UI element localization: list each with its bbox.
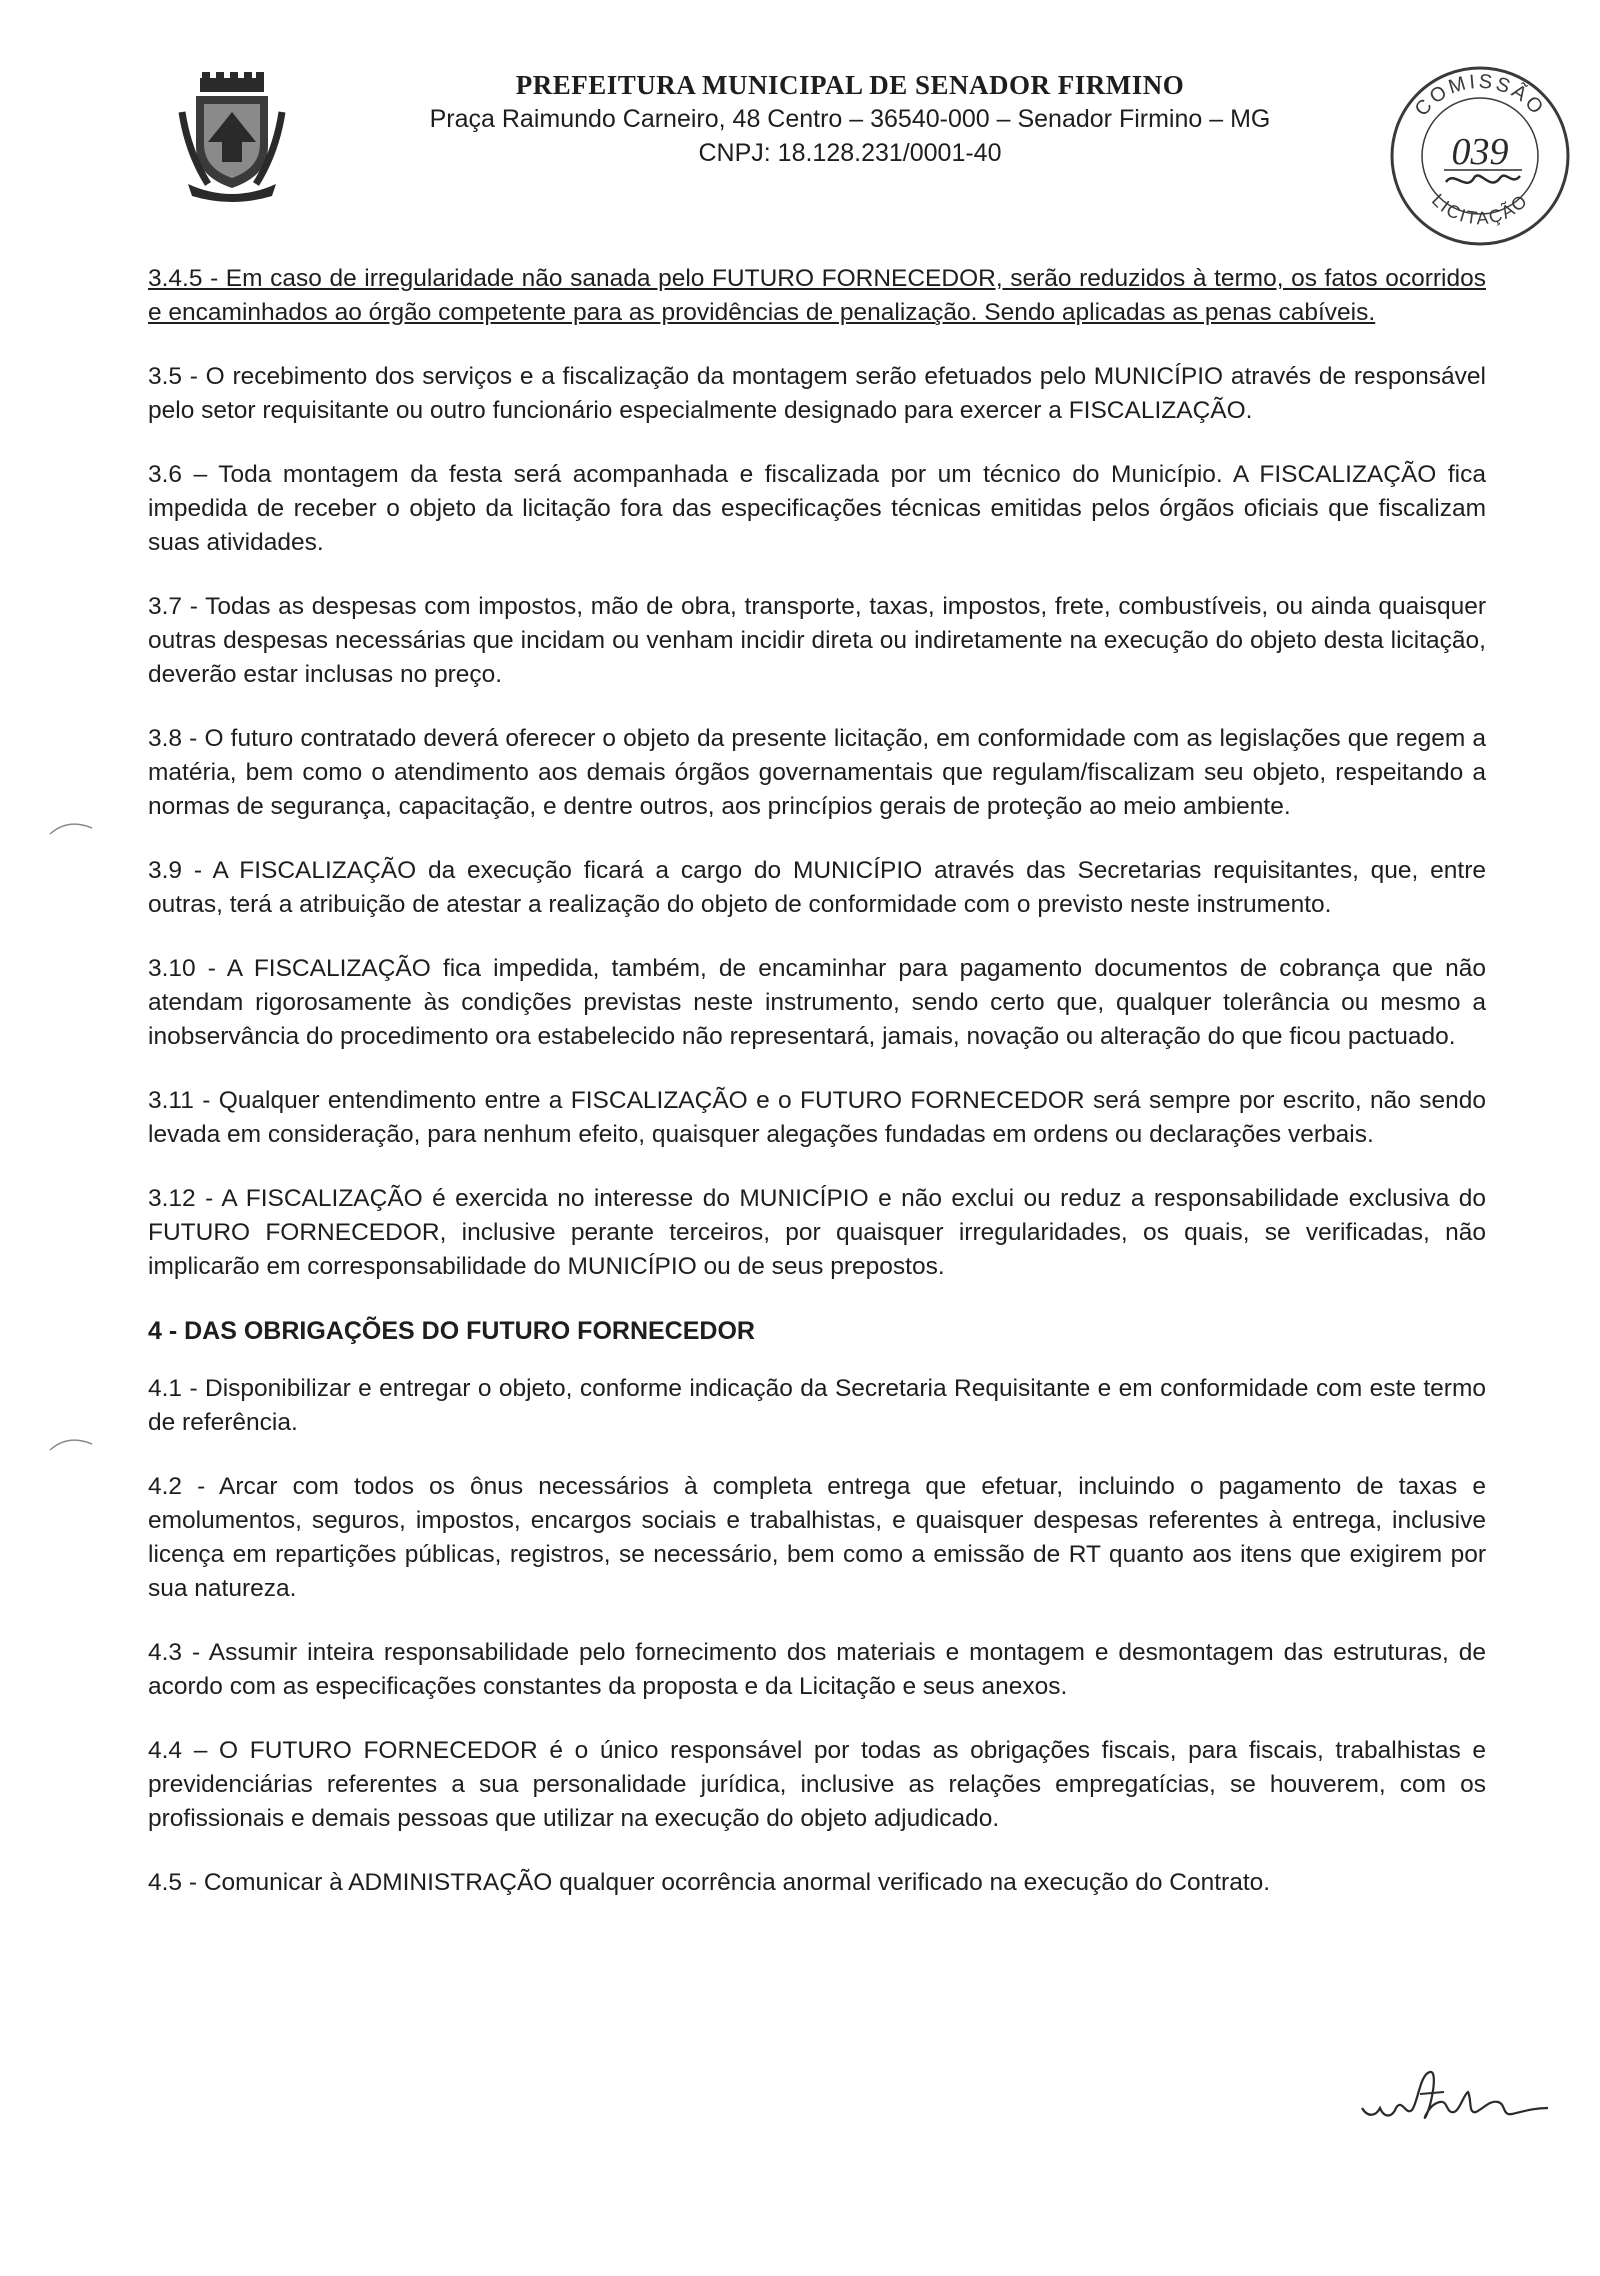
seal-bottom-text: LICITAÇÃO bbox=[1427, 189, 1533, 229]
organization-cnpj: CNPJ: 18.128.231/0001-40 bbox=[698, 139, 1002, 167]
clause-3-7: 3.7 - Todas as despesas com impostos, mão de obra, transporte, taxas, impostos, frete, combustíveis, ou ainda quaisquer outras despesas necessárias que incidam ou venham incidir direta ou indiretamente na execução do objeto desta licitação, deverão estar inclusas no preço. bbox=[148, 593, 1486, 688]
clause-3-12: 3.12 - A FISCALIZAÇÃO é exercida no interesse do MUNICÍPIO e não exclui ou reduz a responsabilidade exclusiva do FUTURO FORNECEDOR, inclusive perante terceiros, por quaisquer irregularidades, os quais, se verificadas, não implicarão em corresponsabilidade do MUNICÍPIO ou de seus prepostos. bbox=[148, 1185, 1486, 1280]
clause-3-9: 3.9 - A FISCALIZAÇÃO da execução ficará a cargo do MUNICÍPIO através das Secretarias requisitantes, que, entre outras, terá a atribuição de atestar a realização do objeto de conformidade com o previsto neste instrumento. bbox=[148, 857, 1486, 918]
seal-page-number: 039 bbox=[1451, 131, 1509, 173]
clause-3-8: 3.8 - O futuro contratado deverá oferecer o objeto da presente licitação, em conformidade com as legislações que regem a matéria, bem como o atendimento aos demais órgãos governamentais que regulam/fiscalizam seu objeto, respeitando a normas de segurança, capacitação, e dentre outros, aos princípios gerais de proteção ao meio ambiente. bbox=[148, 725, 1486, 820]
municipal-coat-of-arms-icon bbox=[178, 72, 286, 204]
clause-4-4: 4.4 – O FUTURO FORNECEDOR é o único responsável por todas as obrigações fiscais, para fiscais, trabalhistas e previdenciárias referentes a sua personalidade jurídica, inclusive as relações empregatícias, se houverem, com os profissionais e demais pessoas que utilizar na execução do objeto adjudicado. bbox=[148, 1737, 1486, 1832]
margin-hole-mark bbox=[48, 818, 94, 836]
commission-seal-stamp bbox=[1382, 58, 1578, 254]
clause-3-5: 3.5 - O recebimento dos serviços e a fiscalização da montagem serão efetuados pelo MUNICÍPIO através de responsável pelo setor requisitante ou outro funcionário especialmente designado para exercer a FISCALIZAÇÃO. bbox=[148, 363, 1486, 424]
organization-address: Praça Raimundo Carneiro, 48 Centro – 36540-000 – Senador Firmino – MG bbox=[429, 105, 1271, 133]
clause-4-1: 4.1 - Disponibilizar e entregar o objeto, conforme indicação da Secretaria Requisitante e em conformidade com este termo de referência. bbox=[148, 1375, 1486, 1436]
clause-3-4-5: 3.4.5 - Em caso de irregularidade não sanada pelo FUTURO FORNECEDOR, serão reduzidos à termo, os fatos ocorridos e encaminhados ao órgão competente para as providências de penalização. Sendo aplicadas as penas cabíveis. bbox=[148, 265, 1486, 326]
clause-4-3: 4.3 - Assumir inteira responsabilidade pelo fornecimento dos materiais e montagem e desmontagem das estruturas, de acordo com as especificações constantes da proposta e da Licitação e seus anexos. bbox=[148, 1639, 1486, 1700]
letterhead bbox=[330, 68, 1370, 170]
document-body bbox=[148, 262, 1486, 1930]
clause-4-2: 4.2 - Arcar com todos os ônus necessários à completa entrega que efetuar, incluindo o pagamento de taxas e emolumentos, seguros, impostos, encargos sociais e trabalhistas, e quaisquer despesas referentes à entrega, inclusive licença em repartições públicas, registros, se necessário, bem como a emissão de RT quanto aos itens que exigirem por sua natureza. bbox=[148, 1473, 1486, 1602]
clause-4-5: 4.5 - Comunicar à ADMINISTRAÇÃO qualquer ocorrência anormal verificado na execução do Contrato. bbox=[148, 1869, 1271, 1896]
clause-3-6: 3.6 – Toda montagem da festa será acompanhada e fiscalizada por um técnico do Município. A FISCALIZAÇÃO fica impedida de receber o objeto da licitação fora das especificações técnicas emitidas pelos órgãos oficiais que fiscalizam suas atividades. bbox=[148, 461, 1486, 556]
clause-3-11: 3.11 - Qualquer entendimento entre a FISCALIZAÇÃO e o FUTURO FORNECEDOR será sempre por escrito, não sendo levada em consideração, para nenhum efeito, quaisquer alegações fundadas em ordens ou declarações verbais. bbox=[148, 1087, 1486, 1148]
svg-text:LICITAÇÃO bbox=[1428, 190, 1532, 229]
seal-top-text: COMISSÃO bbox=[1410, 70, 1550, 121]
svg-text:COMISSÃO bbox=[1411, 71, 1549, 121]
handwritten-signature bbox=[1356, 2064, 1556, 2134]
seal-initials bbox=[1446, 175, 1520, 182]
organization-name: PREFEITURA MUNICIPAL DE SENADOR FIRMINO bbox=[515, 70, 1185, 100]
margin-hole-mark bbox=[48, 1434, 94, 1452]
section-4-heading: 4 - DAS OBRIGAÇÕES DO FUTURO FORNECEDOR bbox=[148, 1317, 755, 1345]
clause-3-10: 3.10 - A FISCALIZAÇÃO fica impedida, também, de encaminhar para pagamento documentos de cobrança que não atendam rigorosamente às condições previstas neste instrumento, sendo certo que, qualquer tolerância ou mesmo a inobservância do procedimento ora estabelecido não representará, jamais, novação ou alteração do que ficou pactuado. bbox=[148, 955, 1486, 1050]
